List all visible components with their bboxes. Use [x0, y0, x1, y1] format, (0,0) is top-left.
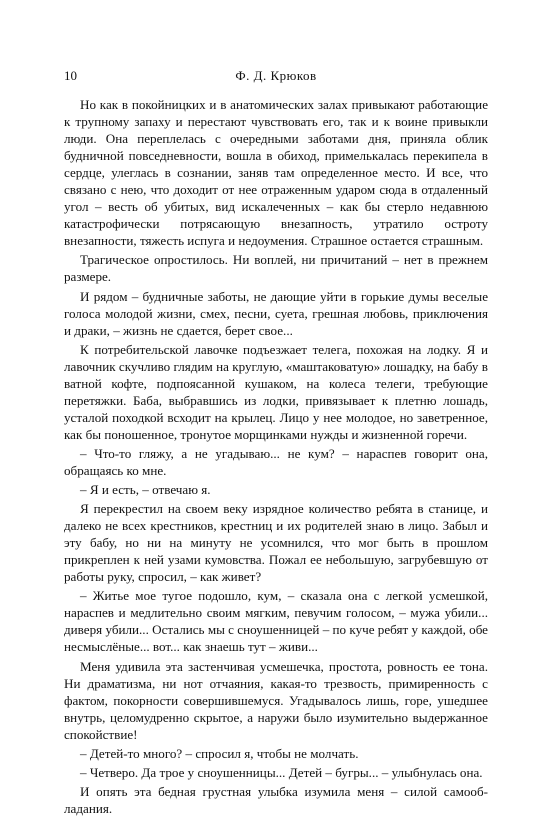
paragraph: Меня удивила эта застенчивая усмешечка, простота, ровность ее тона. Ни драматизма, ни нот отчаяния, какая-то трезвость, примиренность с фактом, покорности совершившемуся. Угадывалось лишь, горе, ушедшее внутрь, целомудренно скрытое, а наружи было изумительно выдержанное спокойствие! [64, 658, 488, 742]
paragraph: – Четверо. Да трое у сноушенницы... Детей – бугры... – улыбнулась она. [80, 764, 483, 780]
page-number: 10 [64, 68, 77, 83]
paragraph: – Детей-то много? – спросил я, чтобы не молчать. [80, 745, 359, 761]
paragraph: К потребительской лавочке подъезжает телега, похожая на лодку. Я и лавочник скучливо глядим на круглую, «маштаковатую» лошадку, на бабу в ватной кофте, подпоясанной кушаком, на колеса телеги, требующие перетяжки. Баба, выбравшись из лодки, привязывает к плетню лошадь, усталой походкой всходит на крылец. Лицо у нее молодое, но заветренное, как бы поношенное, тронутое морщинками нужды и жизненной горечи. [64, 341, 488, 442]
body-text [64, 96, 488, 817]
paragraph: – Что-то гляжу, а не угадываю... не кум? – нараспев говорит она, обращаясь ко мне. [64, 445, 488, 478]
paragraph: И рядом – будничные заботы, не дающие уйти в горькие думы веселые голоса молодой жизни, смех, песни, суета, грешная любовь, приключения и драки, – жизнь не сдается, берет свое... [64, 288, 488, 338]
paragraph: И опять эта бедная грустная улыбка изумила меня – силой самообладания. [64, 783, 488, 816]
paragraph: Но как в покойницких и в анатомических залах привыкают работающие к трупному запаху и перестают чувствовать его, так и к воине привыкли люди. Она переплелась с очередными заботами дня, приняла облик будничной повседневности, вошла в обиход, примелькалась перекипела в сердце, улеглась в сознании, заняв там определенное место. И все, что связано с нею, что доходит от нее отраженным ударом сюда в отдаленный угол – весть об убитых, вид искалеченных – как бы стерло недавнюю катастрофически потрясающую внезапность, утратило остроту внезапности, тяжесть испуга и недоумения. Страшное остается страшным. [64, 97, 488, 249]
running-title: Ф. Д. Крюков [235, 68, 317, 83]
paragraph: – Я и есть, – отвечаю я. [80, 482, 211, 498]
paragraph: – Житье мое тугое подошло, кум, – сказала она с легкой усмешкой, нараспев и медлительно своим мягким, певучим голосом, – мужа убили... диверя убили... Остались мы с сноушенницей – по куче ребят у каждой, обе несмыслёные... вот... как знаешь тут – живи... [64, 588, 488, 655]
paragraph: Трагическое опростилось. Ни воплей, ни причитаний – нет в прежнем размере. [64, 252, 488, 285]
paragraph: Я перекрестил на своем веку изрядное количество ребята в станице, и далеко не всех крестников, крестниц и их родителей знаю в лицо. Забыл и эту бабу, но ни на минуту не усомнился, что мог быть в прошлом прикреплен к ней узами кумовства. Пожал ее небольшую, загрубевшую от работы руку, спросил, – как живет? [64, 501, 488, 585]
running-head [64, 68, 488, 88]
book-page [64, 68, 488, 816]
